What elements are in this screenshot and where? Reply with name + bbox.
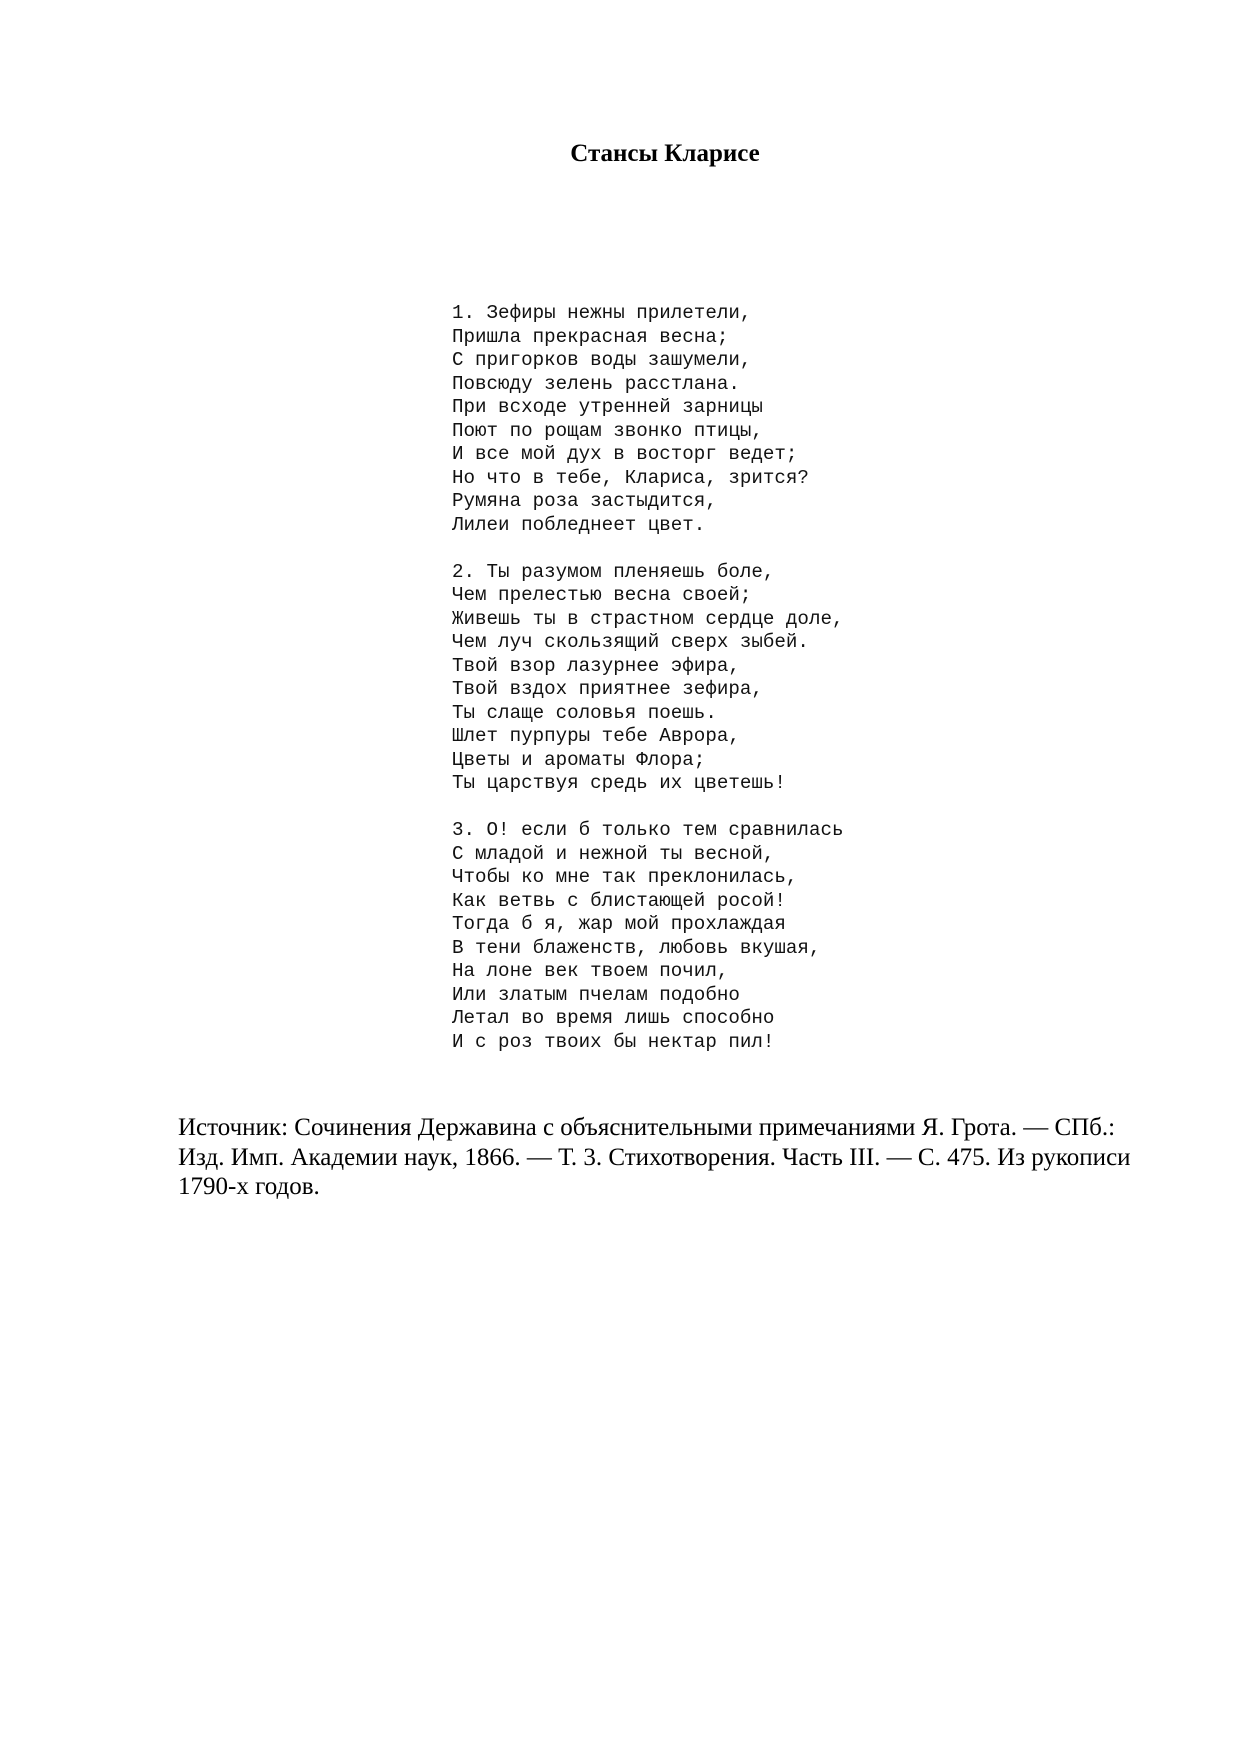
poem-title: Стансы Кларисе: [570, 140, 760, 167]
poem-line: Румяна роза застыдится,: [452, 490, 717, 512]
poem-line: Тогда б я, жар мой прохлаждая: [452, 913, 786, 935]
poem-line: 1. Зефиры нежны прилетели,: [452, 302, 752, 324]
poem-body: [452, 302, 1152, 1078]
poem-line: Ты слаще соловья поешь.: [452, 701, 717, 724]
poem-line: Живешь ты в страстном сердце доле,: [452, 607, 844, 630]
poem-line: Твой вздох приятнее зефира,: [452, 678, 763, 700]
poem-line: Повсюду зелень расстлана.: [452, 372, 740, 395]
poem-line: С пригорков воды зашумели,: [452, 349, 752, 371]
poem-line: Как ветвь с блистающей росой!: [452, 889, 786, 912]
poem-line: 2. Ты разумом пленяешь боле,: [452, 560, 775, 583]
poem-line: Пришла прекрасная весна;: [452, 325, 729, 348]
poem-line: На лоне век твоем почил,: [452, 960, 729, 982]
poem-line: Чтобы ко мне так преклонилась,: [452, 866, 798, 888]
poem-line: И с роз твоих бы нектар пил!: [452, 1030, 775, 1053]
stanza-3: [452, 819, 1152, 1054]
poem-line: Но что в тебе, Клариса, зрится?: [452, 466, 809, 489]
poem-line: Чем луч скользящий сверх зыбей.: [452, 631, 809, 653]
poem-line: Чем прелестью весна своей;: [452, 584, 752, 606]
poem-line: Ты царствуя средь их цветешь!: [452, 772, 786, 794]
stanza-1: [452, 302, 1152, 537]
poem-line: И все мой дух в восторг ведет;: [452, 443, 798, 465]
poem-line: С младой и нежной ты весной,: [452, 842, 775, 865]
poem-line: Или златым пчелам подобно: [452, 983, 740, 1006]
source-citation: Источник: Сочинения Державина с объяснительными примечаниями Я. Грота. — СПб.: Изд. Имп. Академии наук, 1866. — Т. 3. Стихотворения. Часть III. — С. 475. Из рукописи 1790-х годов.: [178, 1114, 1131, 1200]
poem-line: Шлет пурпуры тебе Аврора,: [452, 725, 740, 747]
poem-line: В тени блаженств, любовь вкушая,: [452, 936, 821, 959]
poem-line: Цветы и ароматы Флора;: [452, 748, 706, 771]
poem-line: 3. О! если б только тем сравнилась: [452, 819, 844, 841]
poem-line: Поют по рощам звонко птицы,: [452, 419, 763, 442]
poem-line: При всходе утренней зарницы: [452, 396, 763, 418]
poem-line: Летал во время лишь способно: [452, 1007, 775, 1029]
poem-line: Лилеи побледнеет цвет.: [452, 513, 706, 536]
poem-line: Твой взор лазурнее эфира,: [452, 654, 740, 677]
stanza-2: [452, 561, 1152, 796]
